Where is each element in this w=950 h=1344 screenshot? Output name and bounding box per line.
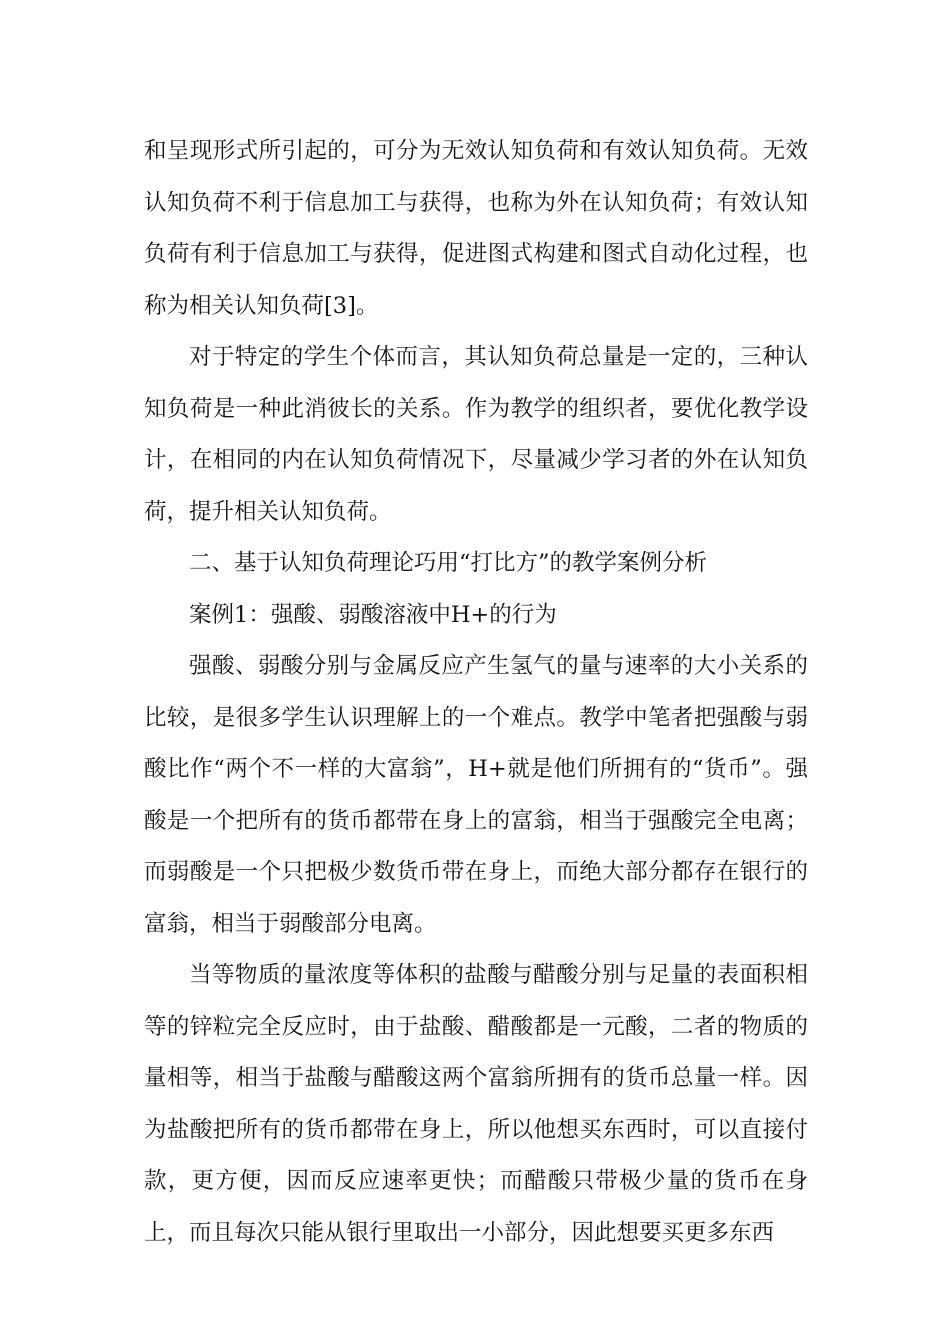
paragraph-total-cognitive-load: 对于特定的学生个体而言，其认知负荷总量是一定的，三种认知负荷是一种此消彼长的关系。作为教学的组织者，要优化教学设计，在相同的内在认知负荷情况下，尽量减少学习者的外在认知负荷，提升相关认知负荷。 <box>144 344 808 525</box>
paragraph-hydrochloric-acetic-comparison: 当等物质的量浓度等体积的盐酸与醋酸分别与足量的表面积相等的锌粒完全反应时，由于盐酸、醋酸都是一元酸，二者的物质的量相等，相当于盐酸与醋酸这两个富翁所拥有的货币总量一样。因为盐酸把所有的货币都带在身上，所以他想买东西时，可以直接付款，更方便，因而反应速率更快；而醋酸只带极少量的货币在身上，而且每次只能从银行里取出一小部分，因此想要买更多东西 <box>144 962 808 1246</box>
case-title: 案例1：强酸、弱酸溶液中H+的行为 <box>189 601 557 628</box>
document-body <box>144 126 808 1259</box>
paragraph-rich-man-analogy: 强酸、弱酸分别与金属反应产生氢气的量与速率的大小关系的比较，是很多学生认识理解上的一个难点。教学中笔者把强酸与弱酸比作“两个不一样的大富翁”，H+就是他们所拥有的“货币”。强酸是一个把所有的货币都带在身上的富翁，相当于强酸完全电离；而弱酸是一个只把极少数货币带在身上，而绝大部分都存在银行的富翁，相当于弱酸部分电离。 <box>144 653 808 937</box>
paragraph-cognitive-load-types: 和呈现形式所引起的，可分为无效认知负荷和有效认知负荷。无效认知负荷不利于信息加工与获得，也称为外在认知负荷；有效认知负荷有利于信息加工与获得，促进图式构建和图式自动化过程，也称为相关认知负荷[3]。 <box>144 138 808 319</box>
section-heading: 二、基于认知负荷理论巧用“打比方”的教学案例分析 <box>189 550 708 576</box>
